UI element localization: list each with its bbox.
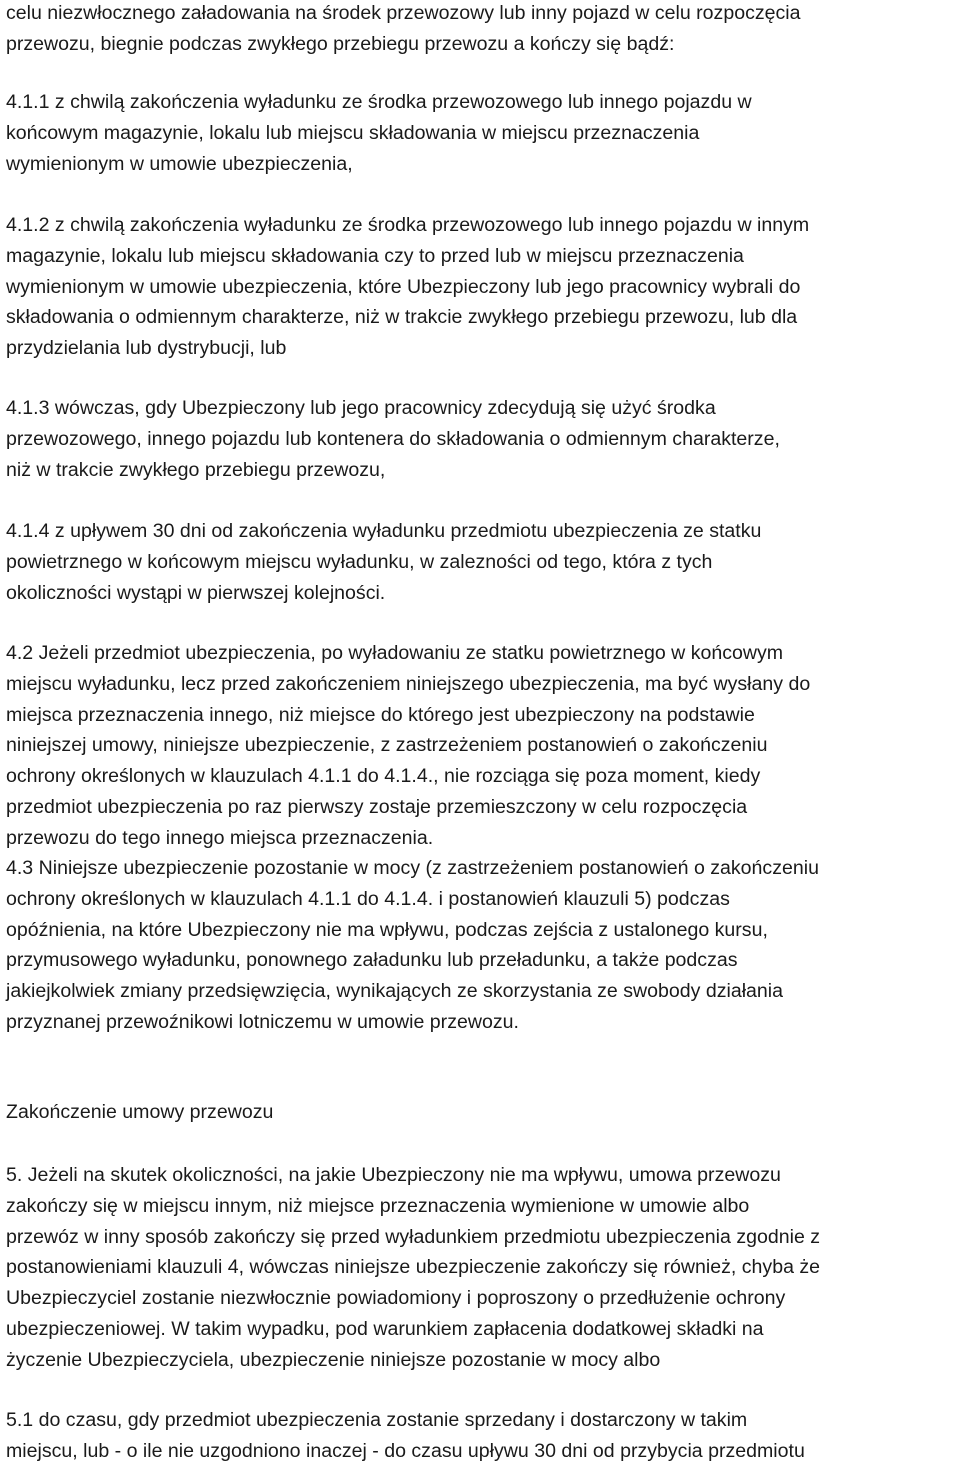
- text-line: 4.2 Jeżeli przedmiot ubezpieczenia, po wyładowaniu ze statku powietrznego w końcowym: [6, 642, 784, 664]
- text-line: powietrznego w końcowym miejscu wyładunku, w zalezności od tego, która z tych: [6, 550, 713, 573]
- text-line: końcowym magazynie, lokalu lub miejscu składowania w miejscu przeznaczenia: [6, 121, 700, 144]
- text-line: wymienionym w umowie ubezpieczenia,: [6, 152, 353, 175]
- text-line: zakończy się w miejscu innym, niż miejsce przeznaczenia wymienione w umowie albo: [6, 1194, 750, 1217]
- paragraph-intro: [6, 0, 958, 60]
- text-line: niniejszej umowy, niniejsze ubezpieczenie, z zastrzeżeniem postanowień o zakończeniu: [6, 734, 768, 757]
- paragraph-5-1: [6, 1405, 958, 1466]
- section-heading-text: Zakończenie umowy przewozu: [6, 1101, 274, 1123]
- text-line: 5.1 do czasu, gdy przedmiot ubezpieczenia zostanie sprzedany i dostarczony w takim: [6, 1409, 748, 1431]
- text-line: jakiejkolwiek zmiany przedsięwzięcia, wynikających ze skorzystania ze swobody działania: [6, 980, 784, 1003]
- text-line: 4.1.3 wówczas, gdy Ubezpieczony lub jego pracownicy zdecydują się użyć środka: [6, 397, 716, 419]
- text-line: przewozu do tego innego miejsca przeznaczenia.: [6, 826, 434, 849]
- text-line: ochrony określonych w klauzulach 4.1.1 do 4.1.4., nie rozciąga się poza moment, kiedy: [6, 765, 761, 788]
- text-line: celu niezwłocznego załadowania na środek przewozowy lub inny pojazd w celu rozpoczęcia: [6, 2, 801, 24]
- text-line: przymusowego wyładunku, ponownego załadunku lub przeładunku, a także podczas: [6, 949, 738, 972]
- paragraph-4-1-4: [6, 516, 958, 608]
- text-line: Ubezpieczyciel zostanie niezwłocznie powiadomiony i poproszony o przedłużenie ochrony: [6, 1287, 786, 1310]
- text-line: miejsca przeznaczenia innego, niż miejsce do którego jest ubezpieczony na podstawie: [6, 703, 755, 726]
- text-line: opóźnienia, na które Ubezpieczony nie ma wpływu, podczas zejścia z ustalonego kursu,: [6, 918, 768, 941]
- text-line: przewozu, biegnie podczas zwykłego przebiegu przewozu a kończy się bądź:: [6, 32, 675, 55]
- text-line: ubezpieczeniowej. W takim wypadku, pod warunkiem zapłacenia dodatkowej składki na: [6, 1317, 764, 1340]
- text-line: wymienionym w umowie ubezpieczenia, które Ubezpieczony lub jego pracownicy wybrali do: [6, 275, 801, 298]
- paragraph-4-1-3: [6, 393, 958, 485]
- text-line: miejscu wyładunku, lecz przed zakończeniem niniejszego ubezpieczenia, ma być wysłany do: [6, 672, 811, 695]
- text-line: niż w trakcie zwykłego przebiegu przewozu,: [6, 458, 386, 481]
- text-line: 4.1.1 z chwilą zakończenia wyładunku ze środka przewozowego lub innego pojazdu w: [6, 91, 752, 113]
- paragraph-4-3: [6, 853, 958, 1038]
- text-line: 4.1.4 z upływem 30 dni od zakończenia wyładunku przedmiotu ubezpieczenia ze statku: [6, 520, 762, 542]
- text-line: przewóz w inny sposób zakończy się przed wyładunkiem przedmiotu ubezpieczenia zgodnie z: [6, 1225, 821, 1248]
- text-line: 4.1.2 z chwilą zakończenia wyładunku ze środka przewozowego lub innego pojazdu w innym: [6, 214, 810, 236]
- text-line: miejscu, lub - o ile nie uzgodniono inaczej - do czasu upływu 30 dni od przybycia przedmiotu: [6, 1439, 805, 1462]
- paragraph-4-1-1: [6, 87, 958, 179]
- section-heading: [6, 1097, 958, 1128]
- text-line: ochrony określonych w klauzulach 4.1.1 do 4.1.4. i postanowień klauzuli 5) podczas: [6, 887, 730, 910]
- text-line: magazynie, lokalu lub miejscu składowania czy to przed lub w miejscu przeznaczenia: [6, 244, 744, 267]
- paragraph-4-2: [6, 638, 958, 854]
- paragraph-4-1-2: [6, 210, 958, 364]
- text-line: postanowieniami klauzuli 4, wówczas niniejsze ubezpieczenie zakończy się również, chyba że: [6, 1256, 821, 1279]
- text-line: okoliczności wystąpi w pierwszej kolejności.: [6, 581, 386, 604]
- text-line: 5. Jeżeli na skutek okoliczności, na jakie Ubezpieczony nie ma wpływu, umowa przewozu: [6, 1164, 781, 1186]
- text-line: przydzielania lub dystrybucji, lub: [6, 337, 287, 360]
- text-line: przewozowego, innego pojazdu lub kontenera do składowania o odmiennym charakterze,: [6, 427, 780, 450]
- text-line: 4.3 Niniejsze ubezpieczenie pozostanie w mocy (z zastrzeżeniem postanowień o zakończeniu: [6, 857, 819, 879]
- text-line: składowania o odmiennym charakterze, niż w trakcie zwykłego przebiegu przewozu, lub dla: [6, 306, 798, 329]
- text-line: przyznanej przewoźnikowi lotniczemu w umowie przewozu.: [6, 1010, 519, 1033]
- paragraph-5: [6, 1160, 958, 1376]
- text-line: życzenie Ubezpieczyciela, ubezpieczenie niniejsze pozostanie w mocy albo: [6, 1348, 661, 1371]
- text-line: przedmiot ubezpieczenia po raz pierwszy zostaje przemieszczony w celu rozpoczęcia: [6, 795, 748, 818]
